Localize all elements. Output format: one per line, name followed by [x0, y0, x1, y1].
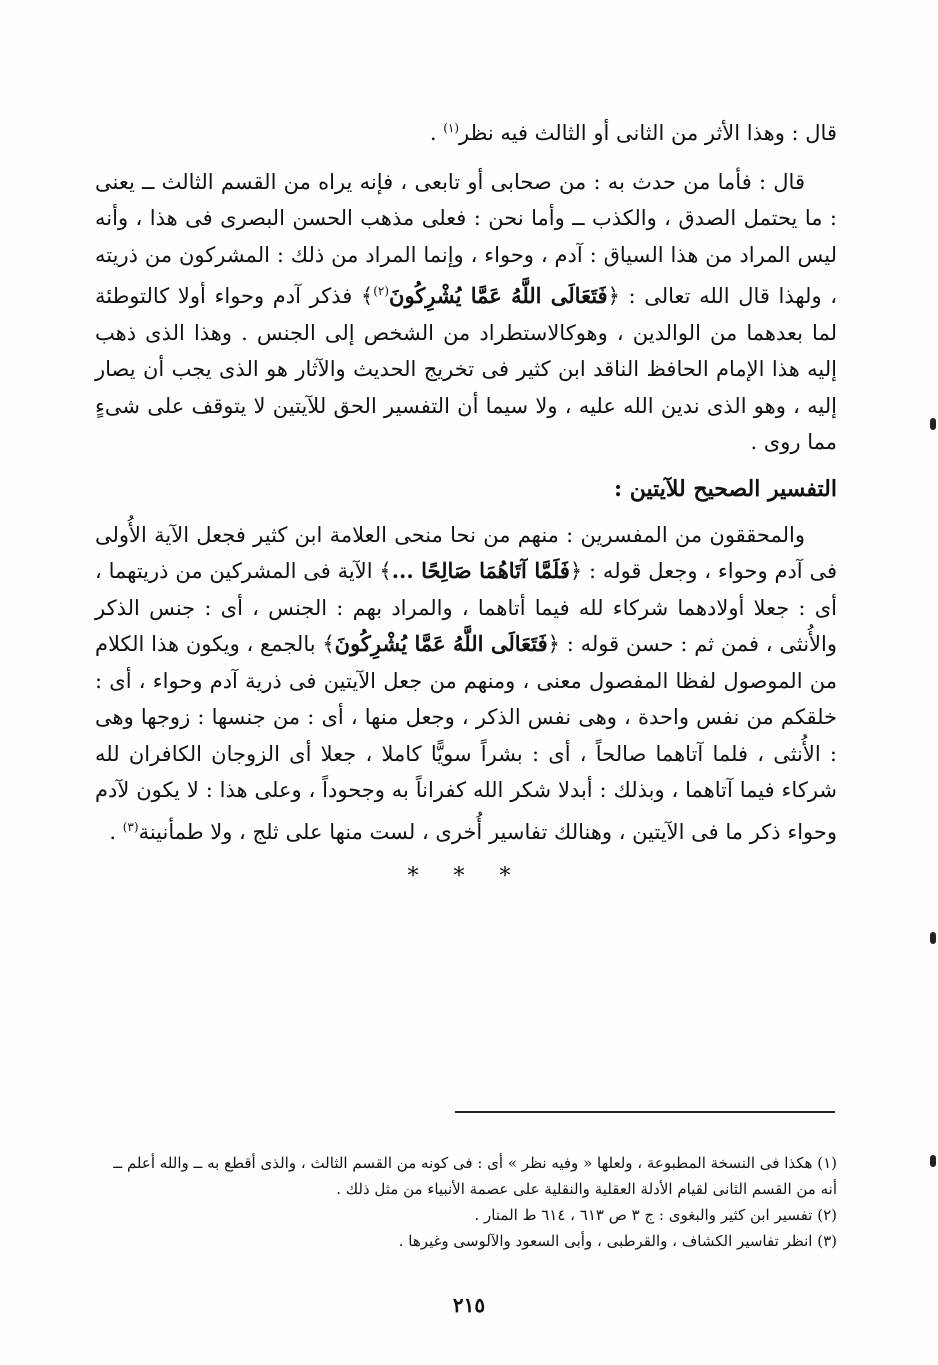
section-heading: التفسير الصحيح للآيتين : [614, 475, 837, 502]
quran-verse-3: فَتَعَالَى اللَّهُ عَمَّا يُشْرِكُونَ [334, 631, 548, 656]
page-body [95, 110, 837, 889]
footnote-3: (٣) انظر تفاسير الكشاف ، والقرطبى ، وأبى السعود والآلوسى وغيرها . [398, 1232, 837, 1250]
paragraph-1-text: قال : وهذا الأثر من الثانى أو الثالث فيه نظر [459, 121, 837, 145]
paragraph-2-text-a: قال : فأما من حدث به : من صحابى أو تابعى ، فإنه يراه من القسم الثالث ــ يعنى : ما يحتمل الصدق ، والكذب ــ وأما نحن : فعلى مذهب الحسن البصرى فى هذا ، وأنه ليس المراد من هذا السياق : آدم ، وحواء ، وإنما المراد من ذلك : المشركون من ذريته ، ولهذا قال الله تعالى : ﴿ [95, 169, 837, 308]
quran-verse-2: فَلَمَّا آتَاهُمَا صَالِحًا ... [391, 558, 570, 583]
footnote-ref-3[interactable]: (٣) [122, 819, 139, 834]
paragraph-3-end: . [109, 819, 123, 844]
paragraph-1-end: . [429, 121, 444, 145]
footnotes [95, 1150, 837, 1254]
paragraph-3 [95, 517, 837, 851]
paragraph-1 [95, 110, 837, 152]
footnote-ref-1[interactable]: (١) [443, 121, 460, 135]
paragraph-3-text-b: ﴾ الآية فى المشركين من ذريتهما ، أى : جعلا أولادهما شركاء لله فيما أتاهما ، والمراد بهم : الجنس ، أى : جنس الذكر والأُنثى ، فمن ثم : حسن قوله : ﴿ [95, 559, 837, 656]
binding-hole-mark [930, 932, 936, 944]
paragraph-2-text-b: ﴾ فذكر آدم وحواء أولا كالتوطئة لما بعدهما من الوالدين ، وهوكالاستطراد من الشخص إلى الجنس . وهذا الذى ذهب إليه هذا الإمام الحافظ الناقد ابن كثير فى تخريج الحديث والآثار هو الذى يجب أن يصار إليه ، وهو الذى ندين الله عليه ، ولا سيما أن التفسير الحق للآيتين لا يتوقف على شىءٍ مما روى . [95, 284, 837, 454]
footnote-1: (١) هكذا فى النسخة المطبوعة ، ولعلها « وفيه نظر » أى : فى كونه من القسم الثالث ، والذى أقطع به ــ والله أعلم ــ أنه من القسم الثانى لقيام الأدلة العقلية والنقلية على عصمة الأنبياء من مثل ذلك . [113, 1154, 837, 1198]
paragraph-3-text-a: والمحققون من المفسرين : منهم من نحا منحى العلامة ابن كثير فجعل الآية الأُولى فى آدم وحواء ، وجعل قوله : ﴿ [95, 522, 838, 583]
footnote-ref-2[interactable]: (٢) [373, 284, 390, 298]
footnote-2: (٢) تفسير ابن كثير والبغوى : ج ٣ ص ٦١٣ ، ٦١٤ ط المنار . [474, 1206, 837, 1224]
page-number: ٢١٥ [452, 1293, 486, 1317]
binding-hole-mark [930, 1155, 936, 1167]
section-separator: * * * [407, 864, 525, 889]
binding-hole-mark [930, 418, 936, 430]
paragraph-2 [95, 164, 837, 461]
footnote-divider [455, 1111, 835, 1113]
quran-verse-1: فَتَعَالَى اللَّهُ عَمَّا يُشْرِكُونَ [389, 283, 608, 308]
paragraph-3-text-c: ﴾ بالجمع ، ويكون هذا الكلام من الموصول لفظا المفصول معنى ، ومنهم من جعل الآيتين فى ذرية آدم وحواء ، أى : خلقكم من نفس واحدة ، وهى نفس الذكر ، وجعل منها ، أى : من جنسها : زوجها وهى : الأُنثى ، فلما آتاهما صالحاً ، أى : بشراً سويًّا كاملا ، جعلا أى الزوجان الكافران لله شركاء فيما آتاهما ، وبذلك : أبدلا شكر الله كفراناً به وجحوداً ، وعلى هذا : لا يكون لآدم وحواء ذكر ما فى الآيتين ، وهنالك تفاسير أُخرى ، لست منها على ثلج ، ولا طمأنينة [95, 632, 837, 844]
